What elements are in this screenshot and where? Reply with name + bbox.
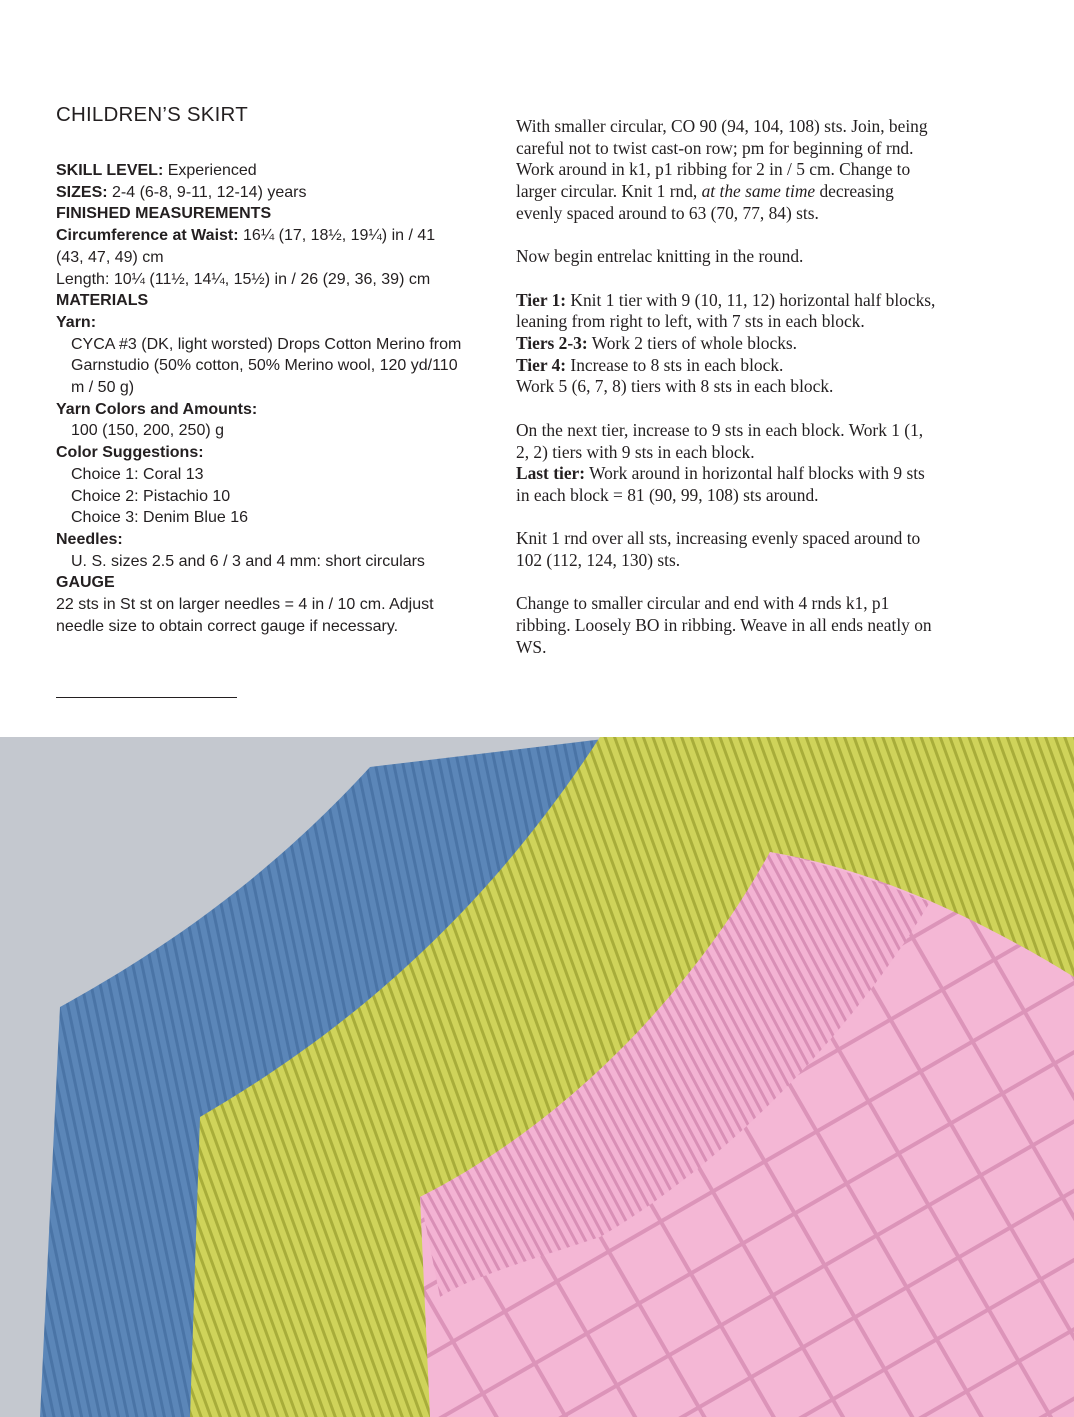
knitted-skirts-illustration: [0, 737, 1074, 1417]
yarn-colors-value: 100 (150, 200, 250) g: [71, 422, 225, 440]
finished-measurements-heading: FINISHED MEASUREMENTS: [56, 205, 272, 223]
color-choice-2: Choice 2: Pistachio 10: [71, 487, 231, 505]
sizes-label: SIZES:: [56, 183, 108, 201]
tier4-more: Work 5 (6, 7, 8) tiers with 8 sts in each block.: [516, 376, 834, 397]
sizes-value: 2-4 (6-8, 9-11, 12-14) years: [107, 183, 307, 201]
length: Length: 10¼ (11½, 14¼, 15½) in / 26 (29, 36, 39) cm: [56, 270, 431, 288]
tier4-text: Increase to 8 sts in each block.: [566, 354, 784, 375]
circumference-label: Circumference at Waist:: [56, 227, 239, 245]
gauge-heading: GAUGE: [56, 574, 115, 592]
color-choice-3: Choice 3: Denim Blue 16: [71, 509, 248, 527]
tier4-label: Tier 4:: [516, 354, 567, 375]
color-suggestions-label: Color Suggestions:: [56, 444, 204, 462]
tiers23-label: Tiers 2-3:: [516, 333, 588, 353]
skill-level-value: Experienced: [163, 162, 257, 179]
yarn-colors-label: Yarn Colors and Amounts:: [56, 400, 258, 418]
last-tier-text: Work around in horizontal half blocks with 9 sts in each block = 81 (90, 99, 108) sts around.: [516, 463, 925, 505]
circumference: [56, 225, 466, 268]
tier1-label: Tier 1:: [516, 289, 567, 310]
gauge-text: 22 sts in St st on larger needles = 4 in / 10 cm. Adjust needle size to obtain correct gauge if necessary.: [56, 596, 434, 635]
cast-on-italic: at the same time: [701, 181, 816, 202]
page-title: CHILDREN’S SKIRT: [56, 103, 248, 126]
color-choice-1: Choice 1: Coral 13: [71, 465, 204, 483]
instructions-tiers: [516, 290, 936, 399]
yarn-label: Yarn:: [56, 313, 97, 331]
sizes: [56, 182, 466, 204]
instructions-next-tier: [516, 420, 936, 507]
tier1-text: Knit 1 tier with 9 (10, 11, 12) horizontal half blocks, leaning from right to left, with 7 sts in each block.: [516, 289, 936, 332]
instructions-entrelac-intro: Now begin entrelac knitting in the round.: [516, 246, 804, 267]
yarn-value: CYCA #3 (DK, light worsted) Drops Cotton Merino from Garnstudio (50% cotton, 50% Merino wool, 120 yd/110 m / 50 g): [71, 335, 462, 397]
next-tier-text: On the next tier, increase to 9 sts in each block. Work 1 (1, 2, 2) tiers with 9 sts in each block.: [516, 419, 924, 462]
footnote-rule: [56, 697, 237, 698]
needles-value: U. S. sizes 2.5 and 6 / 3 and 4 mm: short circulars: [71, 552, 425, 570]
needles-label: Needles:: [56, 530, 123, 548]
materials-heading: MATERIALS: [56, 292, 149, 310]
cast-on-text-a: With smaller circular, CO 90 (94, 104, 108) sts. Join, being careful not to twist cast-on row; pm for beginning of rnd. Work around in k1, p1 ribbing for 2 in / 5 cm. Change to larger circular. Knit 1 rnd,: [516, 116, 928, 202]
skill-level: [56, 160, 466, 182]
last-tier-label: Last tier:: [516, 463, 586, 484]
tiers23-text: Work 2 tiers of whole blocks.: [587, 333, 798, 353]
instructions-knit-round: Knit 1 rnd over all sts, increasing evenly spaced around to 102 (112, 124, 130) sts.: [516, 528, 921, 570]
cast-on-text-b: decreasing evenly spaced around to 63 (70, 77, 84) sts.: [516, 181, 894, 223]
instructions-finish: Change to smaller circular and end with 4 rnds k1, p1 ribbing. Loosely BO in ribbing. Weave in all ends neatly on WS.: [516, 593, 932, 657]
skill-level-label: SKILL LEVEL:: [56, 162, 164, 179]
skirts-photo: [0, 737, 1074, 1417]
instructions-cast-on: [516, 116, 936, 225]
circumference-value: 16¼ (17, 18½, 19¼) in / 41 (43, 47, 49) cm: [56, 227, 436, 266]
pattern-details: [56, 100, 466, 637]
instructions: [516, 116, 936, 680]
